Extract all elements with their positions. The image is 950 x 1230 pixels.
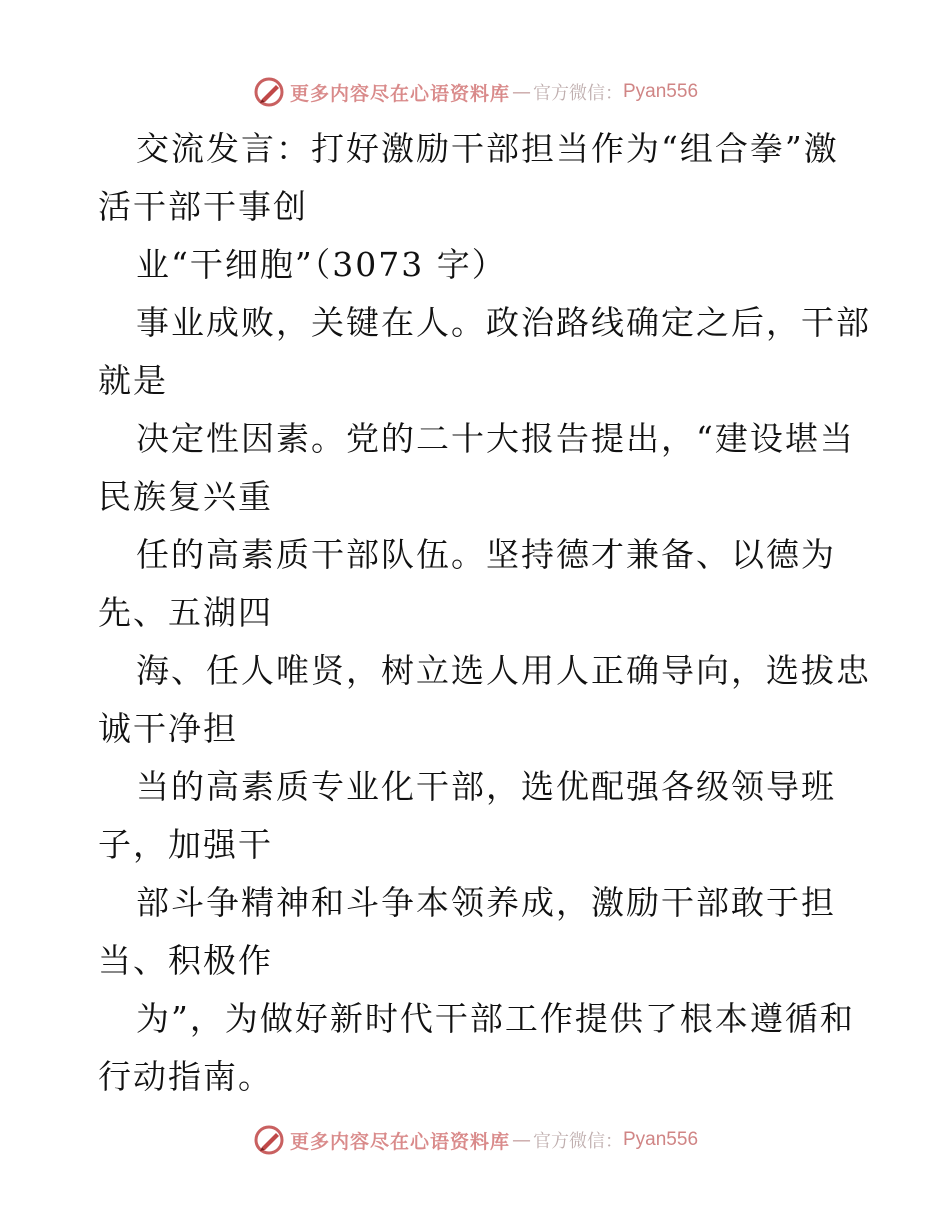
- paragraph-line: 先、五湖四: [98, 593, 273, 632]
- paragraph-line: 为”，为做好新时代干部工作提供了根本遵循和: [136, 999, 855, 1038]
- paragraph-line: 当的高素质专业化干部，选优配强各级领导班: [136, 767, 836, 806]
- paragraph-line: 行动指南。: [98, 1057, 273, 1096]
- document-title-line-3: 业“干细胞”（3073 字）: [136, 245, 507, 284]
- paragraph-line: 决定性因素。党的二十大报告提出，“建设堪当: [136, 419, 855, 458]
- paragraph-line: 当、积极作: [98, 941, 273, 980]
- paragraph-line: 部斗争精神和斗争本领养成，激励干部敢于担: [136, 883, 836, 922]
- paragraph-line: 民族复兴重: [98, 477, 273, 516]
- watermark-brand: 更多内容尽在心语资料库: [289, 1130, 510, 1153]
- watermark-wechat-id: Pyan556: [623, 81, 699, 102]
- document-title-line-1: 交流发言：打好激励干部担当作为“组合拳”激: [136, 129, 839, 168]
- document-title-line-2: 活干部干事创: [98, 187, 308, 226]
- paragraph-line: 事业成败，关键在人。政治路线确定之后，干部: [136, 303, 871, 342]
- watermark-wechat-label: 官方微信：: [533, 83, 623, 104]
- pen-swirl-logo-icon: [252, 1123, 286, 1157]
- watermark-wechat-id: Pyan556: [623, 1129, 699, 1150]
- watermark-separator: —: [512, 81, 531, 103]
- paragraph-line: 任的高素质干部队伍。坚持德才兼备、以德为: [136, 535, 836, 574]
- watermark-brand: 更多内容尽在心语资料库: [289, 82, 510, 105]
- paragraph-line: 就是: [98, 361, 168, 400]
- watermark-separator: —: [512, 1129, 531, 1151]
- watermark-banner-bottom: [0, 1120, 950, 1160]
- document-body: [98, 120, 871, 1106]
- watermark-banner-top: [0, 72, 950, 112]
- pen-swirl-logo-icon: [252, 75, 286, 109]
- paragraph-line: 海、任人唯贤，树立选人用人正确导向，选拔忠: [136, 651, 871, 690]
- paragraph-line: 子，加强干: [98, 825, 273, 864]
- watermark-wechat-label: 官方微信：: [533, 1131, 623, 1152]
- paragraph-line: 诚干净担: [98, 709, 238, 748]
